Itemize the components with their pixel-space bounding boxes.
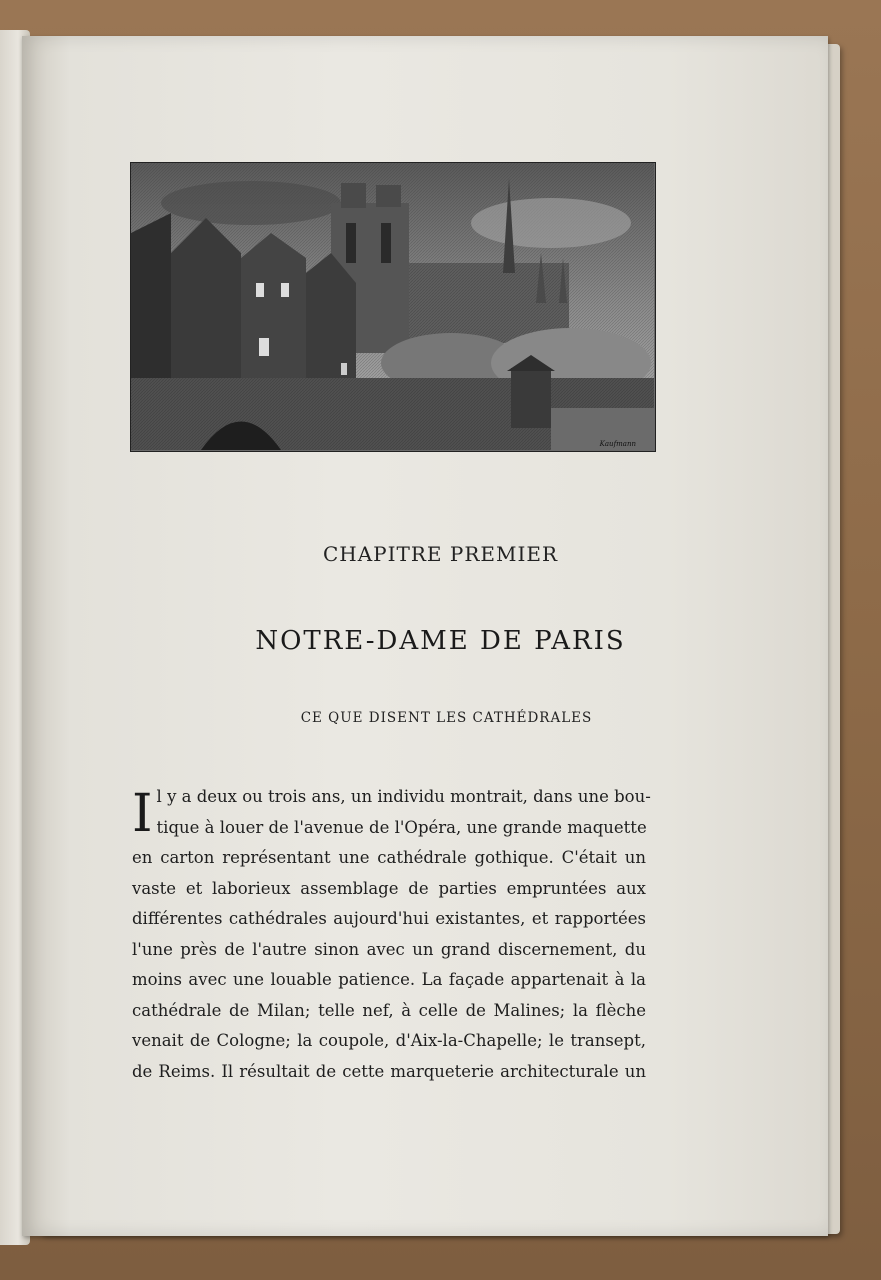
text-line: venait de Cologne; la coupole, d'Aix-la-Chapelle; le transept, [132,1031,646,1050]
text-line: différentes cathédrales aujourd'hui existantes, et rapportées [132,909,646,928]
text-line: vaste et laborieux assemblage de parties empruntées aux [132,878,646,898]
engraver-signature: Kaufmann [599,440,636,448]
drop-cap: I [132,784,153,844]
text-line: en carton représentant une cathédrale gothique. C'était un [132,848,646,867]
text-line: l'une près de l'autre sinon avec un grand discernement, du [132,939,646,959]
chapter-title: NOTRE-DAME DE PARIS [255,626,626,656]
text-line: cathédrale de Milan; telle nef, à celle de Malines; la flèche [132,1000,646,1020]
text-line: moins avec une louable patience. La façade appartenait à la [132,970,646,989]
text-line: l y a deux ou trois ans, un individu montrait, dans une bou- [156,787,651,806]
text-line: de Reims. Il résultait de cette marqueterie architecturale un [132,1061,646,1081]
section-title: CE QUE DISENT LES CATHÉDRALES [300,710,593,726]
engraving-drawing [131,163,654,450]
chapter-label: CHAPITRE PREMIER [322,542,559,566]
text-line: tique à louer de l'avenue de l'Opéra, une grande maquette [156,817,647,837]
cathedral-engraving [130,162,656,452]
body-text [132,782,651,1087]
